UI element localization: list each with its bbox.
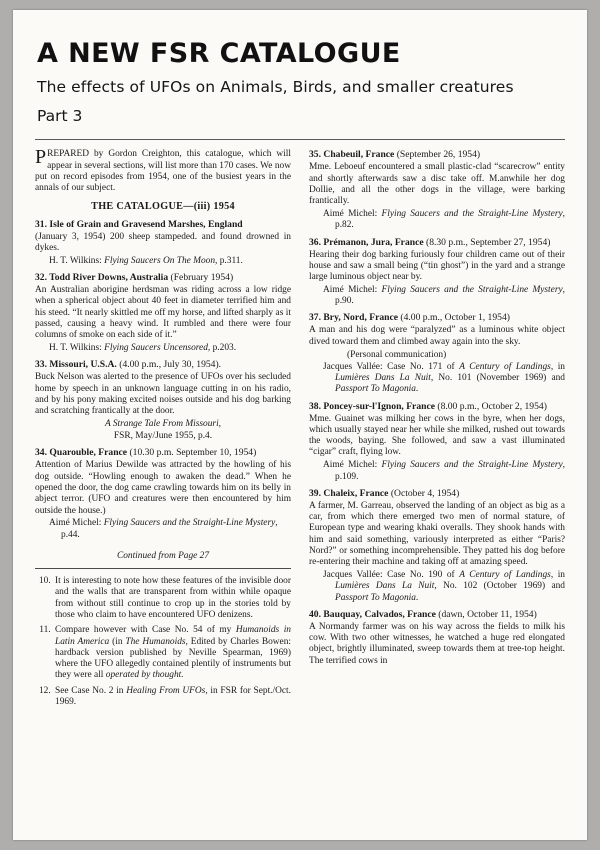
- part-label: Part 3: [37, 107, 83, 126]
- catalogue-entry: [309, 609, 565, 667]
- entry-location: Todd River Downs, Australia: [49, 272, 169, 284]
- article-columns: [35, 146, 565, 712]
- catalogue-entry: [35, 219, 291, 267]
- entry-body: Mme. Leboeuf encountered a small plastic-clad “scarecrow” entity and shortly afterwards saw a disc take off. M.anwhile her dog Dollie, and all the other dogs in the village, were barking frantically.: [309, 162, 565, 207]
- entry-source: Jacques Vallée: Case No. 190 of A Century of Landings, in Lumières Dans La Nuit, No. 102 (October 1969) and Passport To Magonia.: [323, 570, 565, 603]
- entry-source: H. T. Wilkins: Flying Saucers Uncensored, p.203.: [49, 342, 237, 353]
- entry-location: Bry, Nord, France: [323, 312, 399, 324]
- entry-number: 31.: [35, 218, 47, 230]
- entry-location: Missouri, U.S.A.: [49, 359, 117, 371]
- entry-source: A Strange Tale From Missouri,: [104, 418, 222, 429]
- entry-source: Aimé Michel: Flying Saucers and the Straight-Line Mystery, p.90.: [323, 284, 565, 307]
- catalogue-entry: [309, 401, 565, 483]
- entry-body: Mme. Guainet was milking her cows in the byre, when her dogs, which usually stayed near her while she milked, rushed out towards the woods, baying. She followed, and saw a vast illuminated “cigar” craft, flying low.: [309, 413, 565, 458]
- entry-location: Isle of Grain and Gravesend Marshes, England: [49, 218, 243, 230]
- entry-date: (4.00 p.m., July 30, 1954).: [119, 359, 222, 371]
- entry-date: (4.00 p.m., October 1, 1954): [400, 312, 510, 324]
- entry-source: Aimé Michel: Flying Saucers and the Straight-Line Mystery, p.44.: [49, 518, 278, 540]
- entry-date: (dawn, October 11, 1954): [438, 608, 537, 620]
- entry-number: 39.: [309, 487, 321, 499]
- entry-number: 32.: [35, 272, 47, 284]
- entry-body: Buck Nelson was alerted to the presence of UFOs over his secluded home by speech in an unknown language cutting in on his radio, and by his pony making excited noises outside and his dog barking and scratching frantically at the door.: [35, 372, 291, 417]
- catalogue-entry: [35, 359, 291, 442]
- entry-number: 33.: [35, 359, 47, 371]
- entry-date: (October 4, 1954): [390, 487, 460, 499]
- entry-source: H. T. Wilkins: Flying Saucers On The Moon, p.311.: [49, 255, 243, 266]
- entry-date: (8.30 p.m., September 27, 1954): [426, 236, 551, 248]
- catalogue-entry: [35, 272, 291, 354]
- left-column: [35, 146, 291, 712]
- catalogue-entry: [309, 149, 565, 231]
- footnote-list: [35, 576, 291, 708]
- catalogue-heading: THE CATALOGUE—(iii) 1954: [91, 201, 235, 213]
- entry-number: 35.: [309, 149, 321, 161]
- notes-divider: [35, 568, 291, 569]
- entry-body: An Australian aborigine herdsman was riding across a low ridge when a spherical object about 40 feet in diameter terrified him and his steed. “It nearly skittled me off my horse, and lifted sharply as it passed, causing a heavy wind. It rumbled and there were four columns of smoke on each side of it.”: [35, 285, 291, 341]
- page-title: A NEW FSR CATALOGUE: [37, 38, 401, 69]
- document-page: [13, 10, 587, 840]
- catalogue-entry: [309, 312, 565, 395]
- entry-number: 34.: [35, 447, 47, 459]
- entry-body: A farmer, M. Garreau, observed the landing of an object as big as a car, from which there emerged two men of normal stature, of European type and wearing khaki overalls. They shook hands with him and said something, variously interpreted as either “Paris? Nord?” or something incomprehensible. They patted his dog before re-entering their machine and taking off at amazing speed.: [309, 500, 565, 568]
- catalogue-entry: [309, 237, 565, 308]
- right-column: [309, 149, 565, 712]
- entry-body: A man and his dog were “paralyzed” as a luminous white object dived toward them and climbed away again into the sky.: [309, 325, 565, 347]
- intro-paragraph: [35, 146, 291, 194]
- entry-location: Chaleix, France: [323, 487, 389, 499]
- intro-text: by Gordon Creighton, this catalogue, which will appear in several sections, will list more than 170 cases. We now put on record episodes from 1954, one of the busiest years in the annals of our subject.: [35, 149, 291, 194]
- drop-cap: P: [35, 146, 47, 169]
- entry-date: (10.30 p.m. September 10, 1954): [129, 447, 257, 459]
- list-item: 12. See Case No. 2 in Healing From UFOs, in FSR for Sept./Oct. 1969.: [53, 686, 291, 709]
- entry-source: Aimé Michel: Flying Saucers and the Straight-Line Mystery, p.82.: [323, 208, 565, 231]
- entry-date: (8.00 p.m., October 2, 1954): [437, 400, 547, 412]
- entry-number: 40.: [309, 608, 321, 620]
- entry-location: Bauquay, Calvados, France: [323, 608, 436, 620]
- entry-source: Aimé Michel: Flying Saucers and the Straight-Line Mystery, p.109.: [323, 460, 565, 482]
- entry-body: Hearing their dog barking furiously four children came out of their house and saw a small being (“tin ghost”) in the yard and a strange large luminous object near by.: [309, 249, 565, 283]
- entry-location: Quarouble, France: [49, 447, 128, 459]
- intro-lead-word: REPARED: [47, 149, 89, 160]
- catalogue-entry: [35, 447, 291, 540]
- continued-note: Continued from Page 27: [116, 550, 210, 561]
- entry-date: (September 26, 1954): [396, 149, 481, 161]
- entry-source: FSR, May/June 1955, p.4.: [113, 431, 213, 442]
- entry-body: Attention of Marius Dewilde was attracted by the howling of his dog outside. “Howling enough to awaken the dead.” When he opened the door, the dog came crawling towards him on its belly in abject terror. (UFO and creatures were then encountered by him outside the house.): [35, 460, 291, 516]
- entry-body: 200 sheep stampeded. and found drowned in dykes.: [35, 231, 291, 253]
- entry-number: 37.: [309, 312, 321, 324]
- list-item: 10. It is interesting to note how these features of the invisible door and the walls that are transparent from within while opaque from without still continue to crop up in the stories told by those who claim to have encountered UFO denizens.: [53, 576, 291, 621]
- list-item: 11. Compare however with Case No. 54 of my Humanoids in Latin America (in The Humanoids, Edited by Charles Bowen: hardback version published by Neville Spearman, 1969) where the UFO allegedly contained plentily of instruments but they were all operated by thought.: [53, 625, 291, 681]
- entry-number: 36.: [309, 236, 321, 248]
- entry-location: Chabeuil, France: [323, 149, 395, 161]
- entry-number: 38.: [309, 400, 321, 412]
- entry-source: (Personal communication): [347, 349, 447, 360]
- entry-date: (February 1954): [170, 272, 234, 284]
- header-divider: [35, 139, 565, 140]
- entry-date: (January 3, 1954): [35, 231, 106, 242]
- entry-location: Poncey-sur-l'Ignon, France: [323, 400, 435, 412]
- entry-source: Jacques Vallée: Case No. 171 of A Century of Landings, in Lumières Dans La Nuit, No. 101 (November 1969) and Passport To Magonia.: [323, 361, 565, 395]
- entry-body: A Normandy farmer was on his way across the fields to milk his cow. With two other witnesses, he watched a huge red elongated object, brightly illuminated, sweep towards them at tree-top height. The terrified cows in: [309, 621, 565, 666]
- entry-location: Prémanon, Jura, France: [323, 236, 424, 248]
- page-subtitle: The effects of UFOs on Animals, Birds, and smaller creatures: [37, 78, 514, 97]
- catalogue-entry: [309, 488, 565, 604]
